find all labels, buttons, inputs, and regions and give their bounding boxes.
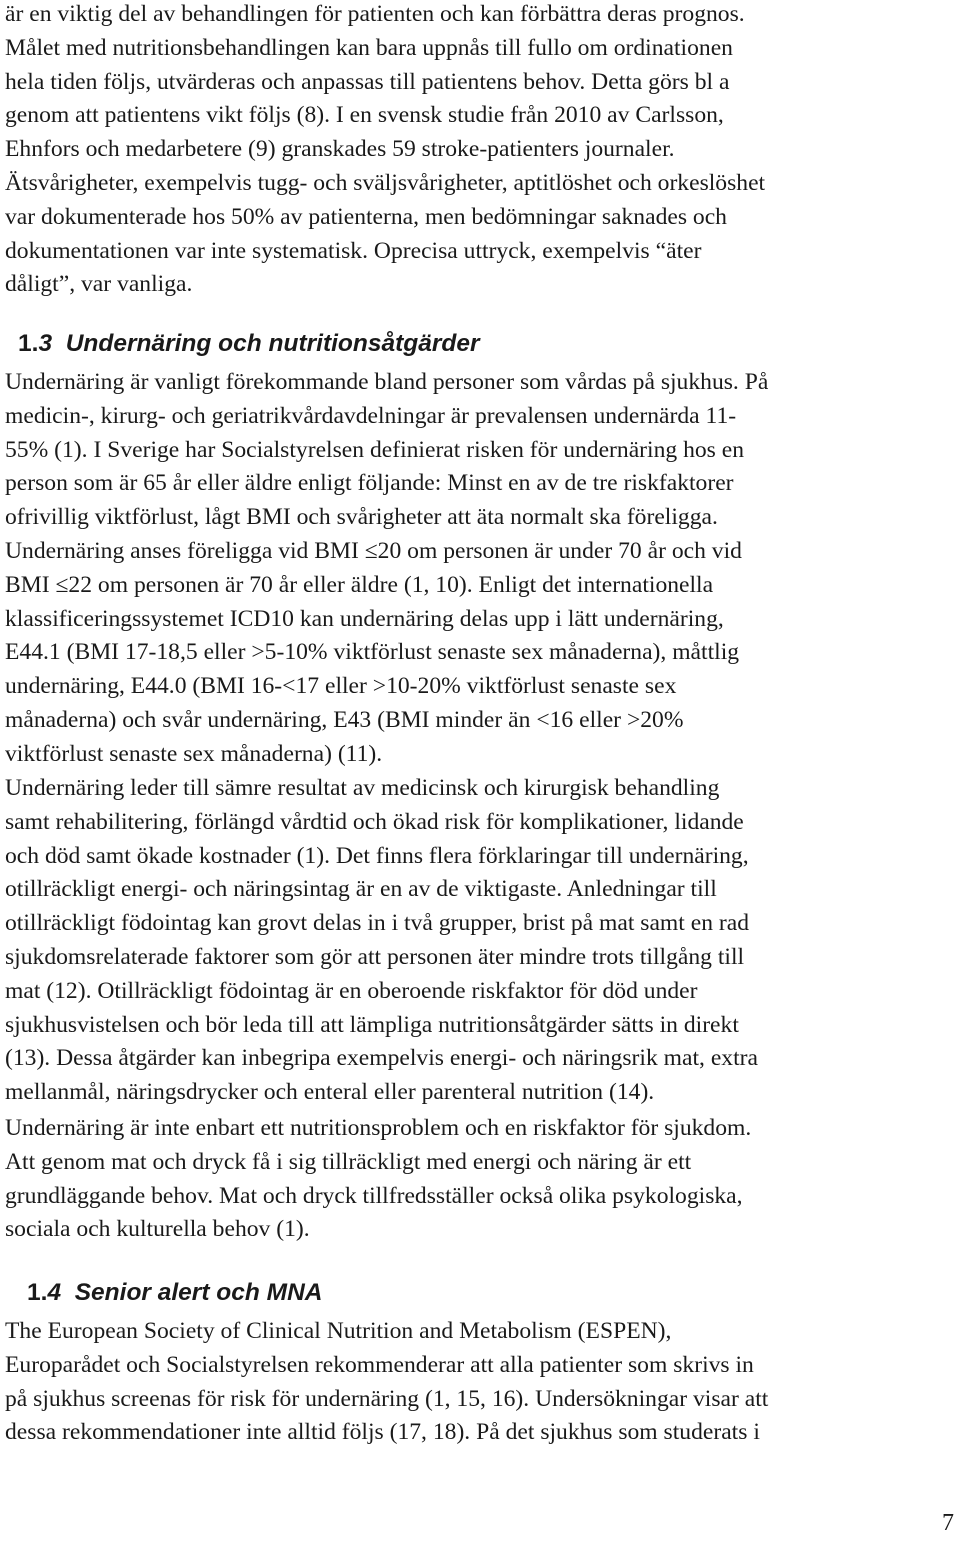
section-number-prefix: 1.	[18, 330, 39, 357]
text-line: var dokumenterade hos 50% av patienterna, men bedömningar saknades och	[5, 203, 727, 230]
text-line: otillräckligt energi- och näringsintag är en av de viktigaste. Anledningar till	[5, 876, 717, 903]
section-title: Undernäring och nutritionsåtgärder	[65, 330, 480, 357]
text-line: sjukdomsrelaterade faktorer som gör att personen äter mindre trots tillgång till	[5, 943, 745, 970]
text-line: Undernäring leder till sämre resultat av medicinsk och kirurgisk behandling	[5, 775, 720, 801]
text-line: genom att patientens vikt följs (8). I en svensk studie från 2010 av Carlsson,	[5, 102, 724, 129]
text-line: månaderna) och svår undernäring, E43 (BMI minder än <16 eller >20%	[5, 706, 684, 733]
text-line: E44.1 (BMI 17-18,5 eller >5-10% viktförlust senaste sex månaderna), måttlig	[5, 639, 740, 666]
text-line: dokumentationen var inte systematisk. Oprecisa uttryck, exempelvis “äter	[5, 237, 702, 264]
text-line: är en viktig del av behandlingen för patienten och kan förbättra deras prognos.	[5, 1, 745, 27]
paragraph-basic-needs	[5, 1112, 751, 1247]
text-line: och död samt ökade kostnader (1). Det finns flera förklaringar till undernäring,	[5, 842, 749, 869]
text-line: samt rehabilitering, förlängd vårdtid och ökad risk för komplikationer, lidande	[5, 808, 744, 835]
text-line: dåligt”, var vanliga.	[5, 271, 193, 298]
text-line: BMI ≤22 om personen är 70 år eller äldre (1, 10). Enligt det internationella	[5, 571, 714, 598]
text-line: sjukhusvistelsen och bör leda till att lämpliga nutritionsåtgärder sätts in direkt	[5, 1011, 739, 1038]
text-line: Målet med nutritionsbehandlingen kan bara uppnås till fullo om ordinationen	[5, 34, 733, 61]
text-line: (13). Dessa åtgärder kan inbegripa exempelvis energi- och näringsrik mat, extra	[5, 1045, 758, 1072]
section-title: Senior alert och MNA	[74, 1279, 323, 1306]
paragraph-nutrition-treatment	[5, 0, 765, 302]
paragraph-malnutrition-consequences	[5, 772, 758, 1110]
text-line: mat (12). Otillräckligt födointag är en oberoende riskfaktor för död under	[5, 977, 698, 1004]
text-line: Undernäring är inte enbart ett nutritionsproblem och en riskfaktor för sjukdom.	[5, 1115, 752, 1141]
section-number-suffix: 3	[38, 330, 53, 357]
text-line: Ätsvårigheter, exempelvis tugg- och sväljsvårigheter, aptitlöshet och orkeslöshet	[5, 169, 766, 196]
text-line: medicin-, kirurg- och geriatrikvårdavdelningar är prevalensen undernärda 11-	[5, 402, 737, 429]
text-line: Ehnfors och medarbetere (9) granskades 59 stroke-patienters journaler.	[5, 136, 675, 163]
text-line: hela tiden följs, utvärderas och anpassas till patientens behov. Detta görs bl a	[5, 68, 730, 95]
text-line: ofrivillig viktförlust, lågt BMI och svårigheter att äta normalt ska föreligga.	[5, 504, 718, 531]
text-line: Europarådet och Socialstyrelsen rekommenderar att alla patienter som skrivs in	[5, 1351, 754, 1378]
text-line: dessa rekommendationer inte alltid följs (17, 18). På det sjukhus som studerats i	[5, 1419, 760, 1446]
page-number: 7	[942, 1510, 954, 1536]
text-line: The European Society of Clinical Nutrition and Metabolism (ESPEN),	[5, 1318, 672, 1344]
text-line: mellanmål, näringsdrycker och enteral eller parenteral nutrition (14).	[5, 1079, 655, 1106]
section-number-suffix: 4	[47, 1279, 62, 1306]
text-line: 55% (1). I Sverige har Socialstyrelsen definierat risken för undernäring hos en	[5, 436, 745, 463]
text-line: Undernäring är vanligt förekommande bland personer som vårdas på sjukhus. På	[5, 369, 769, 395]
text-line: Undernäring anses föreligga vid BMI ≤20 om personen är under 70 år och vid	[5, 537, 742, 564]
text-line: sociala och kulturella behov (1).	[5, 1216, 310, 1243]
text-line: viktförlust senaste sex månaderna) (11).	[5, 740, 383, 767]
section-heading-1-3	[18, 327, 480, 361]
text-line: person som är 65 år eller äldre enligt följande: Minst en av de tre riskfaktorer	[5, 470, 734, 497]
section-heading-1-4	[27, 1276, 322, 1310]
text-line: klassificeringssystemet ICD10 kan undernäring delas upp i lätt undernäring,	[5, 605, 724, 632]
text-line: undernäring, E44.0 (BMI 16-<17 eller >10-20% viktförlust senaste sex	[5, 673, 677, 700]
text-line: otillräckligt födointag kan grovt delas in i två grupper, brist på mat samt en rad	[5, 910, 750, 937]
paragraph-screening-recommendations	[5, 1315, 768, 1450]
section-number-prefix: 1.	[27, 1279, 48, 1306]
text-line: Att genom mat och dryck få i sig tillräckligt med energi och näring är ett	[5, 1148, 692, 1175]
text-line: på sjukhus screenas för risk för undernäring (1, 15, 16). Undersökningar visar att	[5, 1385, 769, 1412]
text-line: grundläggande behov. Mat och dryck tillfredsställer också olika psykologiska,	[5, 1182, 743, 1209]
paragraph-malnutrition-definition	[5, 366, 768, 772]
